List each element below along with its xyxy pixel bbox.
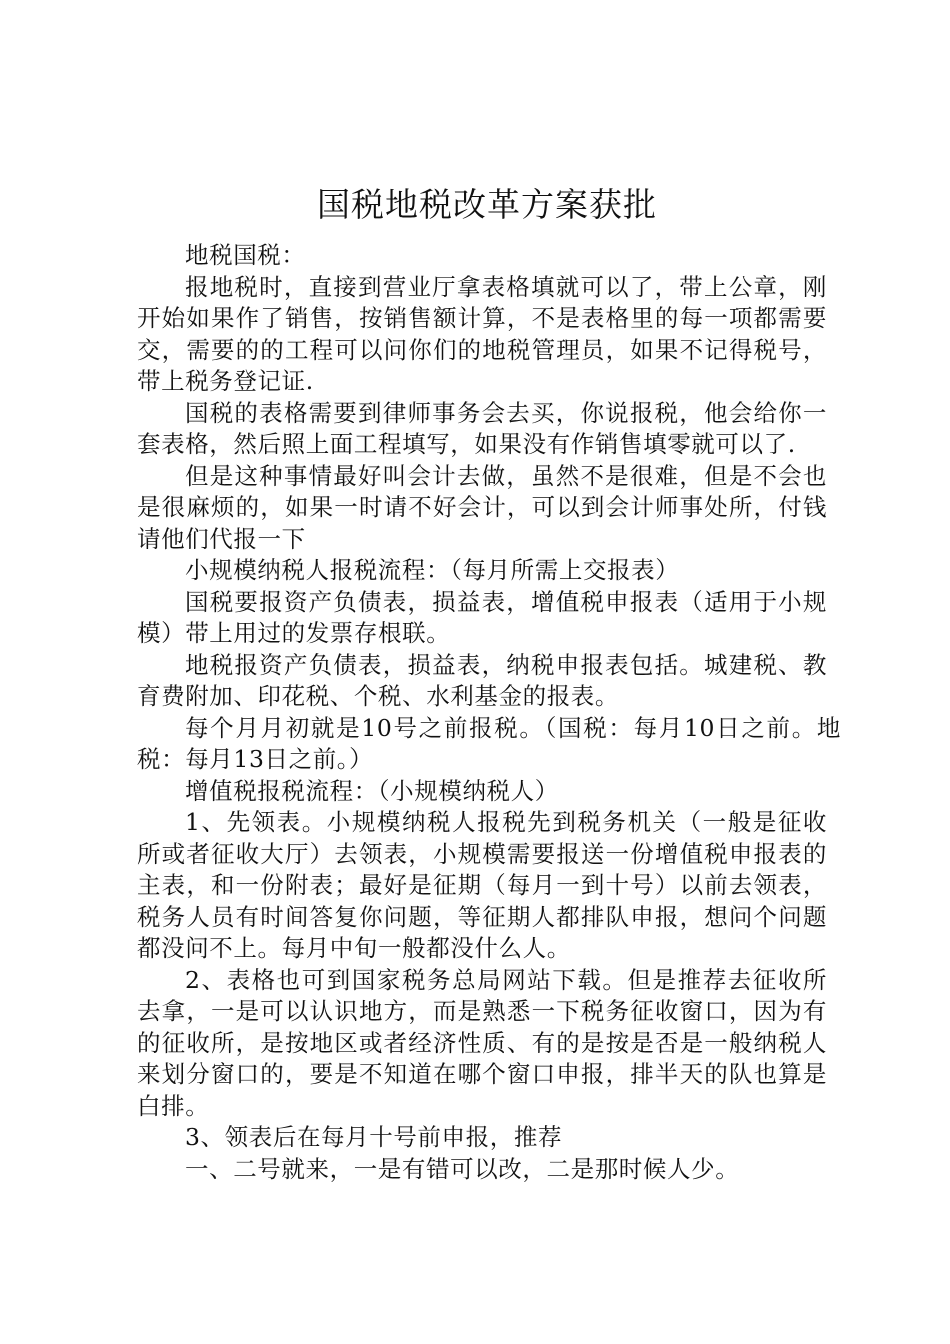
paragraph-national-reports: 国税要报资产负债表，损益表，增值税申报表（适用于小规模）带上用过的发票存根联。 — [137, 587, 827, 647]
paragraph-step-3-continued: 一、二号就来，一是有错可以改，二是那时候人少。 — [185, 1154, 740, 1183]
document-title: 国税地税改革方案获批 — [317, 185, 657, 224]
paragraph-local-reports: 地税报资产负债表，损益表，纳税申报表包括。城建税、教育费附加、印花税、个税、水利基金的报表。 — [137, 650, 827, 710]
paragraph-accountant: 但是这种事情最好叫会计去做，虽然不是很难，但是不会也是很麻烦的，如果一时请不好会计，可以到会计师事处所，付钱请他们代报一下 — [137, 461, 827, 553]
paragraph-national-tax: 国税的表格需要到律师事务会去买，你说报税，他会给你一套表格，然后照上面工程填写，如果没有作销售填零就可以了. — [137, 398, 827, 458]
paragraph-small-scale-heading: 小规模纳税人报税流程：（每月所需上交报表） — [185, 556, 680, 584]
paragraph-step-3: 3、领表后在每月十号前申报，推荐 — [185, 1123, 563, 1151]
paragraph-step-2: 2、表格也可到国家税务总局网站下载。但是推荐去征收所去拿，一是可以认识地方，而是熟悉一下税务征收窗口，因为有的征收所，是按地区或者经济性质、有的是按是否是一般纳税人来划分窗口的，要是不知道在哪个窗口申报，排半天的队也算是白排。 — [137, 965, 827, 1120]
paragraph-local-tax: 报地税时，直接到营业厅拿表格填就可以了，带上公章，刚开始如果作了销售，按销售额计算，不是表格里的每一项都需要交，需要的的工程可以问你们的地税管理员，如果不记得税号，带上税务登记证. — [137, 272, 827, 395]
paragraph-deadlines: 每个月月初就是10号之前报税。（国税：每月10日之前。地税：每月13日之前。） — [137, 713, 841, 773]
paragraph-step-1: 1、先领表。小规模纳税人报税先到税务机关（一般是征收所或者征收大厅）去领表，小规模需要报送一份增值税申报表的主表，和一份附表；最好是征期（每月一到十号）以前去领表，税务人员有时间答复你问题，等征期人都排队申报，想问个问题都没问不上。每月中旬一般都没什么人。 — [137, 808, 827, 962]
paragraph-vat-heading: 增值税报税流程：（小规模纳税人） — [185, 776, 559, 805]
paragraph-heading-tax: 地税国税： — [185, 241, 306, 269]
document-page — [137, 180, 841, 1185]
